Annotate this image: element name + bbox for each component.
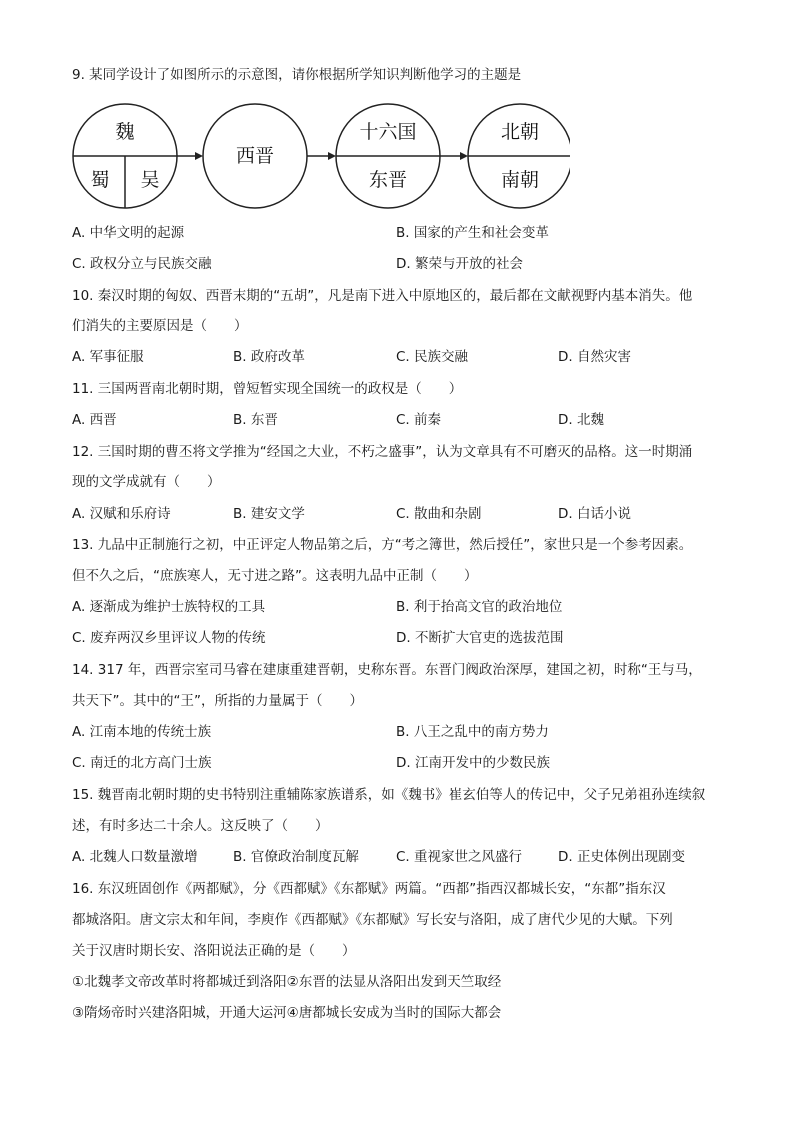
q9-option-c[interactable]: C. 政权分立与民族交融: [72, 256, 212, 272]
question-11-text: 11. 三国两晋南北朝时期，曾短暂实现全国统一的政权是（ ）: [72, 381, 463, 397]
q13-option-d[interactable]: D. 不断扩大官吏的选拔范围: [396, 630, 564, 646]
q9-option-b[interactable]: B. 国家的产生和社会变革: [396, 225, 549, 241]
q9-option-a[interactable]: A. 中华文明的起源: [72, 225, 185, 241]
q10-option-c[interactable]: C. 民族交融: [396, 349, 469, 365]
q15-option-d[interactable]: D. 正史体例出现剧变: [558, 849, 685, 865]
label-wu: 吴: [140, 169, 160, 191]
q10-option-a[interactable]: A. 军事征服: [72, 349, 144, 365]
label-sixteen-kingdoms: 十六国: [359, 121, 417, 143]
question-14-text-1: 14. 317 年，西晋宗室司马睿在建康重建晋朝，史称东晋。东晋门阀政治深厚，建国之初，时称“王与马，: [72, 662, 702, 678]
question-16-statement-1: ①北魏孝文帝改革时将都城迁到洛阳②东晋的法显从洛阳出发到天竺取经: [72, 974, 502, 990]
q12-option-b[interactable]: B. 建安文学: [233, 506, 305, 522]
q11-option-d[interactable]: D. 北魏: [558, 412, 604, 428]
q11-option-a[interactable]: A. 西晋: [72, 412, 117, 428]
question-16-text-3: 关于汉唐时期长安、洛阳说法正确的是（ ）: [72, 943, 356, 959]
q12-option-d[interactable]: D. 白话小说: [558, 506, 631, 522]
label-western-jin: 西晋: [235, 145, 275, 167]
q11-option-c[interactable]: C. 前秦: [396, 412, 442, 428]
q9-option-d[interactable]: D. 繁荣与开放的社会: [396, 256, 523, 272]
q15-option-a[interactable]: A. 北魏人口数量激增: [72, 849, 198, 865]
q14-option-d[interactable]: D. 江南开发中的少数民族: [396, 755, 550, 771]
question-9-text: 9. 某同学设计了如图所示的示意图，请你根据所学知识判断他学习的主题是: [72, 67, 522, 83]
question-15-text-2: 述，有时多达二十余人。这反映了（ ）: [72, 818, 329, 834]
question-16-statement-2: ③隋炀帝时兴建洛阳城，开通大运河④唐都城长安成为当时的国际大都会: [72, 1005, 502, 1021]
q15-option-b[interactable]: B. 官僚政治制度瓦解: [233, 849, 359, 865]
question-16-text-1: 16. 东汉班固创作《两都赋》，分《西都赋》《东都赋》两篇。“西都”指西汉都城长安，“东都”指东汉: [72, 881, 666, 897]
q12-option-a[interactable]: A. 汉赋和乐府诗: [72, 506, 171, 522]
q10-option-b[interactable]: B. 政府改革: [233, 349, 305, 365]
question-13-text-1: 13. 九品中正制施行之初，中正评定人物品第之后，方“考之簿世，然后授任”，家世只是一个参考因素。: [72, 537, 693, 553]
question-16-text-2: 都城洛阳。唐文宗太和年间，李庾作《西都赋》《东都赋》写长安与洛阳，成了唐代少见的大赋。下列: [72, 912, 673, 928]
label-northern-dynasties: 北朝: [500, 121, 540, 143]
q14-option-c[interactable]: C. 南迁的北方高门士族: [72, 755, 212, 771]
label-shu: 蜀: [90, 169, 110, 191]
question-10-text-1: 10. 秦汉时期的匈奴、西晋末期的“五胡”，凡是南下进入中原地区的，最后都在文献视野内基本消失。他: [72, 288, 693, 304]
q10-option-d[interactable]: D. 自然灾害: [558, 349, 631, 365]
q14-option-b[interactable]: B. 八王之乱中的南方势力: [396, 724, 549, 740]
label-southern-dynasties: 南朝: [500, 169, 540, 191]
q11-option-b[interactable]: B. 东晋: [233, 412, 278, 428]
question-15-text-1: 15. 魏晋南北朝时期的史书特别注重辅陈家族谱系，如《魏书》崔玄伯等人的传记中，父子兄弟祖孙连续叙: [72, 787, 706, 803]
label-eastern-jin: 东晋: [368, 169, 408, 191]
q15-option-c[interactable]: C. 重视家世之风盛行: [396, 849, 523, 865]
q14-option-a[interactable]: A. 江南本地的传统士族: [72, 724, 212, 740]
q12-option-c[interactable]: C. 散曲和杂剧: [396, 506, 482, 522]
question-10-text-2: 们消失的主要原因是（ ）: [72, 318, 248, 334]
label-wei: 魏: [115, 121, 135, 143]
question-12-text-1: 12. 三国时期的曹丕将文学推为“经国之大业，不朽之盛事”，认为文章具有不可磨灭的品格。这一时期涌: [72, 444, 693, 460]
q13-option-c[interactable]: C. 废弃两汉乡里评议人物的传统: [72, 630, 266, 646]
question-13-text-2: 但不久之后，“庶族寒人，无寸进之路”。这表明九品中正制（ ）: [72, 568, 478, 584]
q13-option-b[interactable]: B. 利于抬高文官的政治地位: [396, 599, 563, 615]
question-14-text-2: 共天下”。其中的“王”，所指的力量属于（ ）: [72, 693, 363, 709]
question-12-text-2: 现的文学成就有（ ）: [72, 474, 221, 490]
q13-option-a[interactable]: A. 逐渐成为维护士族特权的工具: [72, 599, 266, 615]
history-diagram: [70, 100, 570, 212]
